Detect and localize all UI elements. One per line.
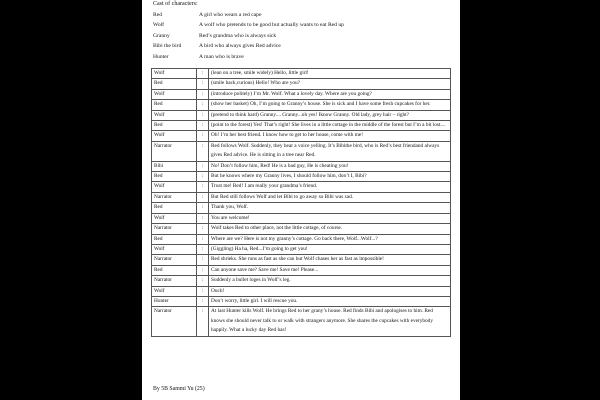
cast-name: Granny bbox=[153, 32, 170, 39]
cast-description: A bird who always gives Red advice bbox=[199, 43, 281, 50]
separator-cell: : bbox=[197, 172, 209, 182]
dialogue-cell: Can anyone save me? Save me! Save me! Please... bbox=[209, 265, 451, 275]
cast-description: A girl who wears a red cape bbox=[199, 12, 262, 18]
dialogue-cell: (introduce politely) I’m Mr. Wolf. What a lovely day. Where are you going? bbox=[209, 89, 451, 99]
dialogue-cell: (point to the forest) Yes! That’s right! She lives in a little cottage in the middle of the forest but I’m a bit lost.... bbox=[209, 121, 451, 131]
table-row bbox=[152, 100, 451, 110]
separator-cell: : bbox=[197, 192, 209, 202]
dialogue-cell: (Giggling) Ha ha, Red...I’m going to get you! bbox=[209, 244, 451, 254]
dialogue-cell: Trust me! Red! I am really your grandma’s friend. bbox=[209, 182, 451, 192]
dialogue-cell: But Red still follows Wolf and let Bibi to go away so Bibi was sad. bbox=[209, 192, 451, 202]
table-row bbox=[152, 172, 451, 182]
cast-description: A man who is brave bbox=[199, 53, 244, 60]
separator-cell: : bbox=[197, 110, 209, 120]
separator-cell: : bbox=[197, 296, 209, 306]
separator-cell: : bbox=[197, 244, 209, 254]
speaker-cell: Red bbox=[152, 234, 197, 244]
speaker-cell: Red bbox=[152, 121, 197, 131]
speaker-cell: Narrator bbox=[152, 255, 197, 265]
table-row bbox=[152, 234, 451, 244]
speaker-cell: Red bbox=[152, 79, 197, 89]
separator-cell: : bbox=[197, 203, 209, 213]
table-row bbox=[152, 203, 451, 213]
dialogue-cell: Wolf takes Red to other place, not the little cottage, of course. bbox=[209, 224, 451, 234]
table-row bbox=[152, 255, 451, 265]
table-row bbox=[152, 121, 451, 131]
cast-row bbox=[153, 31, 453, 41]
speaker-cell: Red bbox=[152, 172, 197, 182]
speaker-cell: Wolf bbox=[152, 110, 197, 120]
separator-cell: : bbox=[197, 131, 209, 141]
dialogue-cell: Red shrieks. She runs as fast as she can but Wolf chases her as fast as impossible! bbox=[209, 255, 451, 265]
speaker-cell: Red bbox=[152, 203, 197, 213]
dialogue-cell: Thank you, Wolf. bbox=[209, 203, 451, 213]
speaker-cell: Bibi bbox=[152, 161, 197, 171]
table-row bbox=[152, 131, 451, 141]
dialogue-cell: Oh! I’m her best friend. I know how to get to her house, come with me! bbox=[209, 131, 451, 141]
speaker-cell: Wolf bbox=[152, 286, 197, 296]
speaker-cell: Narrator bbox=[152, 192, 197, 202]
table-row bbox=[152, 110, 451, 120]
separator-cell: : bbox=[197, 79, 209, 89]
speaker-cell: Narrator bbox=[152, 141, 197, 161]
cast-description: A wolf who pretends to be good but actually wants to eat Red up bbox=[199, 22, 344, 29]
table-row bbox=[152, 224, 451, 234]
table-row bbox=[152, 192, 451, 202]
dialogue-cell: You are welcome! bbox=[209, 213, 451, 223]
separator-cell: : bbox=[197, 89, 209, 99]
separator-cell: : bbox=[197, 307, 209, 336]
dialogue-cell: Red follows Wolf. Suddenly, they hear a voice yelling. It’s Bibithe bird, who is Red’s best friendand always gives Red advice. He is sitting in a tree near Red. bbox=[209, 141, 451, 161]
separator-cell: : bbox=[197, 234, 209, 244]
cast-list bbox=[153, 10, 453, 62]
speaker-cell: Wolf bbox=[152, 69, 197, 79]
speaker-cell: Red bbox=[152, 100, 197, 110]
cast-name: Bibi the bird bbox=[153, 43, 182, 50]
cast-row bbox=[153, 41, 453, 51]
dialogue-cell: (smile back,curious) Hello! Who are you? bbox=[209, 79, 451, 89]
table-row bbox=[152, 244, 451, 254]
separator-cell: : bbox=[197, 276, 209, 286]
separator-cell: : bbox=[197, 69, 209, 79]
separator-cell: : bbox=[197, 161, 209, 171]
author-footer: By 5B Sammi Yu (25) bbox=[153, 386, 205, 392]
dialogue-cell: (show her basket) Oh, I’m going to Granny’s house. She is sick and I have some fresh cupcakes for her. bbox=[209, 100, 451, 110]
table-row bbox=[152, 161, 451, 171]
cast-row bbox=[153, 10, 453, 20]
table-row bbox=[152, 286, 451, 296]
cast-name: Hunter bbox=[153, 53, 169, 60]
separator-cell: : bbox=[197, 121, 209, 131]
separator-cell: : bbox=[197, 100, 209, 110]
table-row bbox=[152, 141, 451, 161]
table-row bbox=[152, 296, 451, 306]
speaker-cell: Red bbox=[152, 265, 197, 275]
script-table bbox=[151, 68, 451, 337]
separator-cell: : bbox=[197, 265, 209, 275]
document-page bbox=[142, 0, 460, 400]
separator-cell: : bbox=[197, 141, 209, 161]
separator-cell: : bbox=[197, 182, 209, 192]
speaker-cell: Wolf bbox=[152, 244, 197, 254]
cast-row bbox=[153, 20, 453, 30]
dialogue-cell: No! Don’t follow him, Red! He is a bad guy, He is cheating you! bbox=[209, 161, 451, 171]
cast-row bbox=[153, 52, 453, 62]
separator-cell: : bbox=[197, 224, 209, 234]
dialogue-cell: But he knows where my Granny lives, I should follow him, don’t I, Bibi? bbox=[209, 172, 451, 182]
table-row bbox=[152, 276, 451, 286]
separator-cell: : bbox=[197, 255, 209, 265]
cast-description: Red’s grandma who is always sick bbox=[199, 32, 277, 39]
table-row bbox=[152, 213, 451, 223]
table-row bbox=[152, 79, 451, 89]
cast-name: Wolf bbox=[153, 22, 165, 29]
speaker-cell: Narrator bbox=[152, 224, 197, 234]
dialogue-cell: Where are we? Here is not my granny’s cottage. Go back there, Wolf...Wolf...? bbox=[209, 234, 451, 244]
dialogue-cell: At last Hunter kills Wolf. He brings Red to her grany’s house. Red finds Bibi and apologises to him. Red knows she should never talk to or walk with strangers anymore. She shares the cupcakes with everybody happily. What a lucky day Red has! bbox=[209, 307, 451, 336]
speaker-cell: Hunter bbox=[152, 296, 197, 306]
dialogue-cell: (pretend to think hard) Granny.... Granny...oh yes! Iknow Granny. Old lady, grey hair – right? bbox=[209, 110, 451, 120]
cast-heading: Cast of characters: bbox=[153, 1, 198, 7]
speaker-cell: Wolf bbox=[152, 131, 197, 141]
speaker-cell: Wolf bbox=[152, 182, 197, 192]
speaker-cell: Narrator bbox=[152, 307, 197, 336]
dialogue-cell: (lean on a tree, smile widely) Hello, little girl! bbox=[209, 69, 451, 79]
dialogue-cell: Don’t worry, little girl. I will rescue you. bbox=[209, 296, 451, 306]
separator-cell: : bbox=[197, 286, 209, 296]
table-row bbox=[152, 89, 451, 99]
dialogue-cell: Ouch! bbox=[209, 286, 451, 296]
cast-name: Red bbox=[153, 12, 163, 18]
table-row bbox=[152, 265, 451, 275]
dialogue-cell: Suddenly a bullet loges in Wolf’s leg. bbox=[209, 276, 451, 286]
table-row bbox=[152, 307, 451, 336]
speaker-cell: Narrator bbox=[152, 276, 197, 286]
speaker-cell: Wolf bbox=[152, 213, 197, 223]
speaker-cell: Wolf bbox=[152, 89, 197, 99]
table-row bbox=[152, 69, 451, 79]
separator-cell: : bbox=[197, 213, 209, 223]
table-row bbox=[152, 182, 451, 192]
